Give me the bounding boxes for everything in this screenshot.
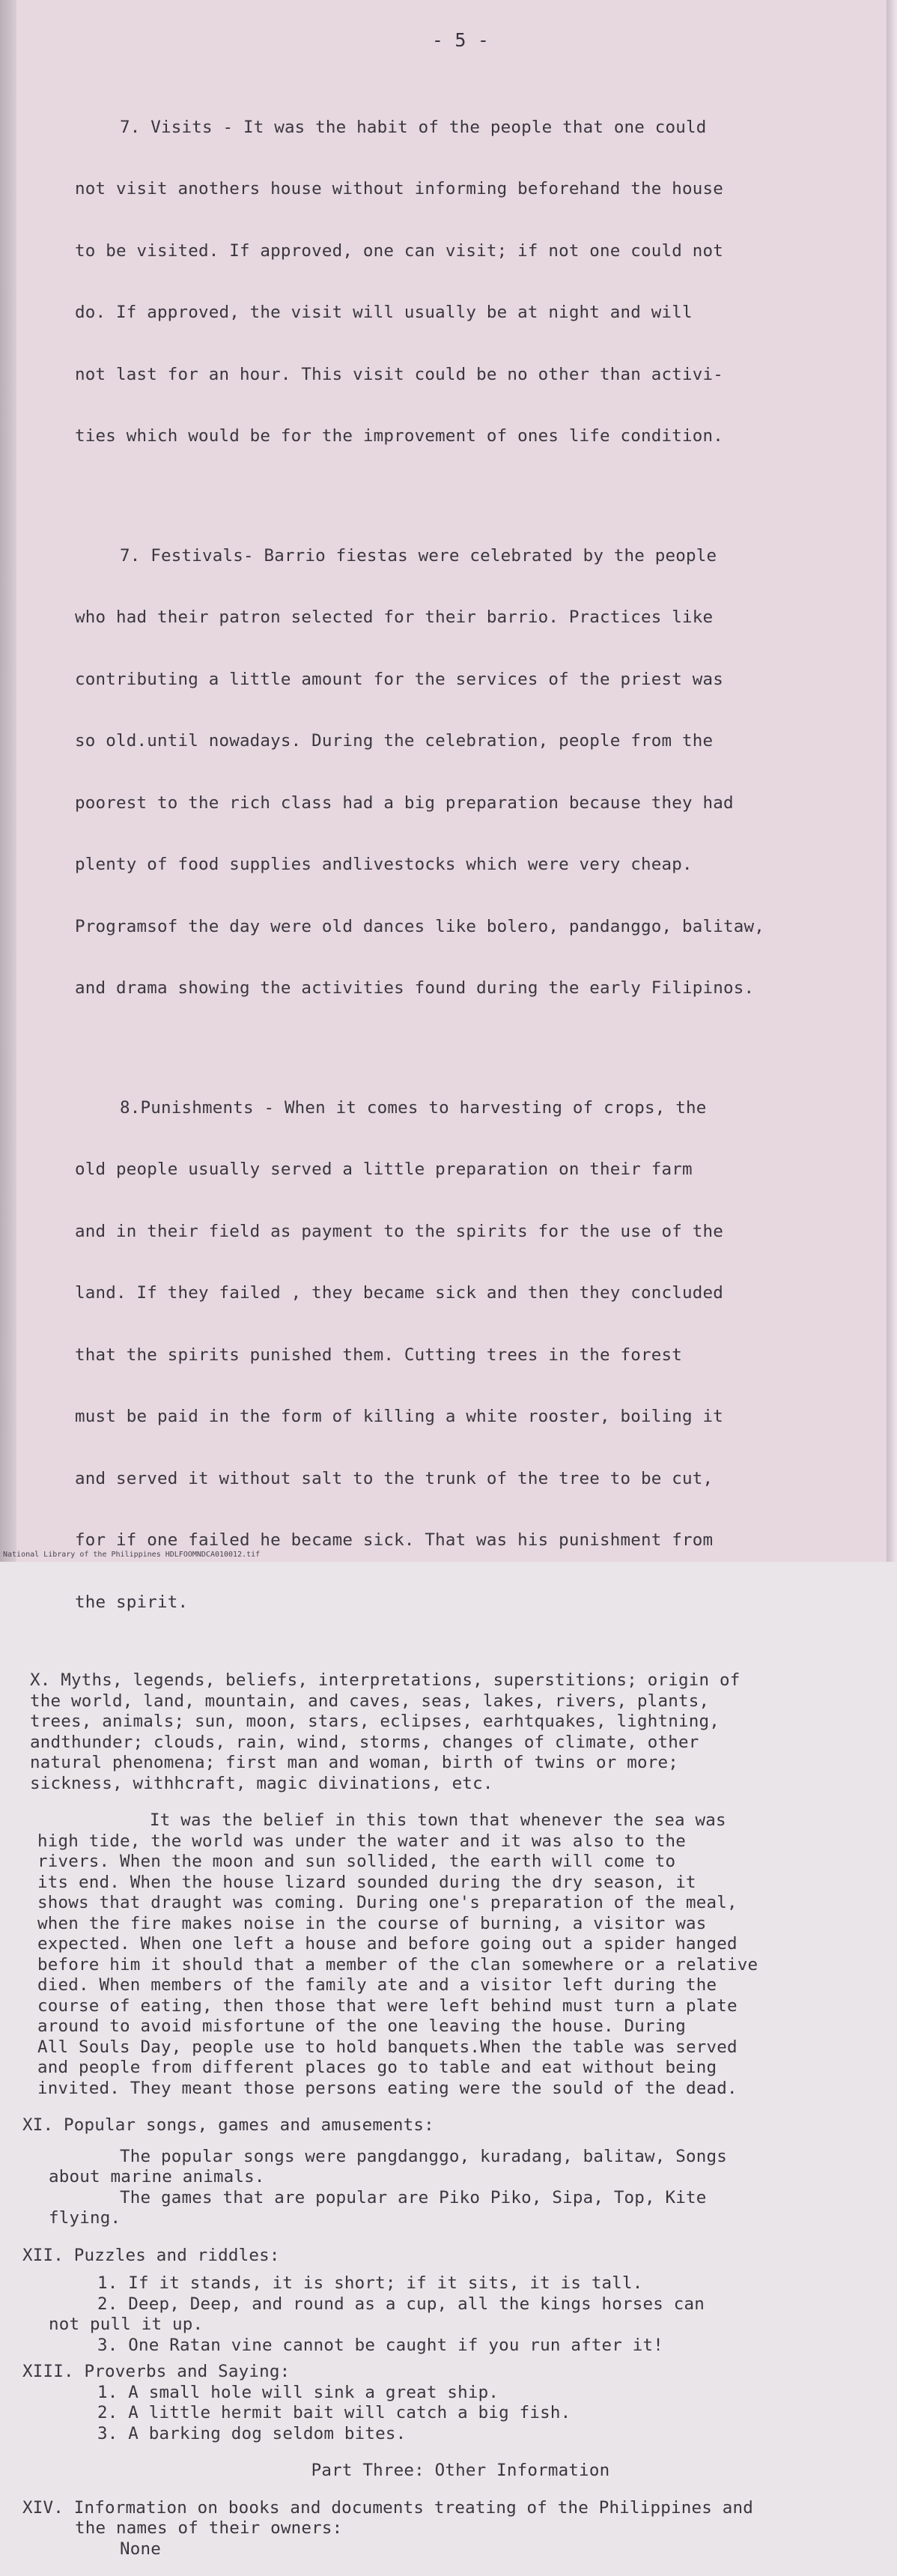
text-line: The games that are popular are Piko Piko, Sipa, Top, Kite xyxy=(120,2187,707,2207)
section-x-body xyxy=(37,1810,876,2099)
text-line: ties which would be for the improvement of ones life condition. xyxy=(75,426,724,446)
section-x-heading xyxy=(30,1670,876,1794)
document-text xyxy=(22,29,876,2576)
text-line: not visit anothers house without informing beforehand the house xyxy=(75,179,724,198)
text-line: around to avoid misfortune of the one leaving the house. During xyxy=(37,2016,687,2036)
heading-line: the world, land, mountain, and caves, seas, lakes, rivers, plants, xyxy=(30,1691,710,1711)
text-line: 7. Festivals- Barrio fiestas were celebrated by the people xyxy=(120,545,717,566)
section-xi xyxy=(22,2115,876,2229)
text-line: and in their field as payment to the spirits for the use of the xyxy=(75,1221,724,1241)
paragraph-punishments xyxy=(75,1057,876,1655)
text-line: flying. xyxy=(49,2208,121,2228)
text-line: and people from different places go to table and eat without being xyxy=(37,2058,717,2077)
section-heading: XIII. Proverbs and Saying: xyxy=(22,2362,291,2381)
text-line: must be paid in the form of killing a white rooster, boiling it xyxy=(75,1407,724,1426)
text-line: to be visited. If approved, one can visit; if not one could not xyxy=(75,240,724,261)
paragraph-festivals xyxy=(75,505,876,1040)
list-item: 1. A small hole will sink a great ship. xyxy=(97,2382,499,2402)
text-line: the spirit. xyxy=(75,1592,189,1612)
section-xiv xyxy=(22,2498,876,2560)
text-line: course of eating, then those that were left behind must turn a plate xyxy=(37,1995,738,2016)
text-line: land. If they failed , they became sick and then they concluded xyxy=(75,1283,724,1303)
section-heading: XII. Puzzles and riddles: xyxy=(22,2245,280,2265)
text-line: The popular songs were pangdanggo, kuradang, balitaw, Songs xyxy=(120,2146,728,2166)
text-line: It was the belief in this town that whenever the sea was xyxy=(150,1810,726,1830)
list-item: 3. One Ratan vine cannot be caught if you run after it! xyxy=(97,2335,664,2355)
list-item: 1. If it stands, it is short; if it sits, it is tall. xyxy=(97,2273,643,2293)
list-item: not pull it up. xyxy=(49,2315,204,2334)
text-line: shows that draught was coming. During one's preparation of the meal, xyxy=(37,1893,738,1912)
text-line: its end. When the house lizard sounded during the dry season, it xyxy=(37,1872,696,1892)
footer-caption: National Library of the Philippines HDLFOOMNDCA010012.tif xyxy=(3,1551,261,1559)
section-xii xyxy=(22,2246,876,2357)
list-item: 3. A barking dog seldom bites. xyxy=(97,2423,407,2443)
text-line: 7. Visits - It was the habit of the people that one could xyxy=(120,117,707,137)
text-line: poorest to the rich class had a big preparation because they had xyxy=(75,793,734,813)
text-line: expected. When one left a house and before going out a spider hanged xyxy=(37,1934,738,1954)
text-line: who had their patron selected for their barrio. Practices like xyxy=(75,607,714,627)
text-line: and served it without salt to the trunk of the tree to be cut, xyxy=(75,1468,714,1488)
part-three-title: Part Three: Other Information xyxy=(311,2461,610,2480)
list-item: 2. Deep, Deep, and round as a cup, all the kings horses can xyxy=(97,2294,705,2314)
text-line: died. When members of the family ate and a visitor left during the xyxy=(37,1975,717,1995)
heading-line: sickness, withhcraft, magic divinations, etc. xyxy=(30,1773,493,1793)
heading-line: natural phenomena; first man and woman, birth of twins or more; xyxy=(30,1753,679,1772)
text-line: and drama showing the activities found during the early Filipinos. xyxy=(75,978,755,998)
section-heading: XI. Popular songs, games and amusements: xyxy=(22,2115,434,2135)
text-line: about marine animals. xyxy=(49,2167,265,2186)
text-line: contributing a little amount for the services of the priest was xyxy=(75,669,724,689)
text-line: old people usually served a little preparation on their farm xyxy=(75,1160,693,1179)
heading-line: XIV. Information on books and documents treating of the Philippines and xyxy=(22,2497,753,2518)
text-line: not last for an hour. This visit could be no other than activi- xyxy=(75,364,724,384)
text-line: so old.until nowadays. During the celebration, people from the xyxy=(75,731,714,751)
heading-line: andthunder; clouds, rain, wind, storms, changes of climate, other xyxy=(30,1732,699,1752)
text-line: when the fire makes noise in the course of burning, a visitor was xyxy=(37,1913,707,1933)
binding-edge xyxy=(0,0,16,1562)
text-line: for if one failed he became sick. That was his punishment from xyxy=(75,1530,714,1550)
text-line: before him it should that a member of the clan somewhere or a relative xyxy=(37,1954,758,1975)
heading-line: the names of their owners: xyxy=(75,2518,343,2538)
text-line: plenty of food supplies andlivestocks which were very cheap. xyxy=(75,855,693,874)
answer-text: None xyxy=(120,2539,161,2559)
text-line: 8.Punishments - When it comes to harvesting of crops, the xyxy=(120,1097,707,1118)
heading-line: X. Myths, legends, beliefs, interpretations, superstitions; origin of xyxy=(30,1670,741,1690)
section-xiii xyxy=(22,2362,876,2444)
text-line: All Souls Day, people use to hold banquets.When the table was served xyxy=(37,2037,738,2057)
text-line: high tide, the world was under the water and it was also to the xyxy=(37,1831,687,1851)
text-line: that the spirits punished them. Cutting trees in the forest xyxy=(75,1345,683,1365)
text-line: do. If approved, the visit will usually be at night and will xyxy=(75,303,693,322)
page-edge xyxy=(887,0,897,1562)
text-line: Programsof the day were old dances like bolero, pandanggo, balitaw, xyxy=(75,916,764,936)
text-line: rivers. When the moon and sun sollided, the earth will come to xyxy=(37,1852,676,1871)
paragraph-visits xyxy=(75,76,876,488)
heading-line: trees, animals; sun, moon, stars, eclipses, earhtquakes, lightning, xyxy=(30,1712,720,1731)
list-item: 2. A little hermit bait will catch a big fish. xyxy=(97,2403,571,2422)
text-line: invited. They meant those persons eating were the sould of the dead. xyxy=(37,2078,738,2098)
page-number: - 5 - xyxy=(431,29,490,51)
